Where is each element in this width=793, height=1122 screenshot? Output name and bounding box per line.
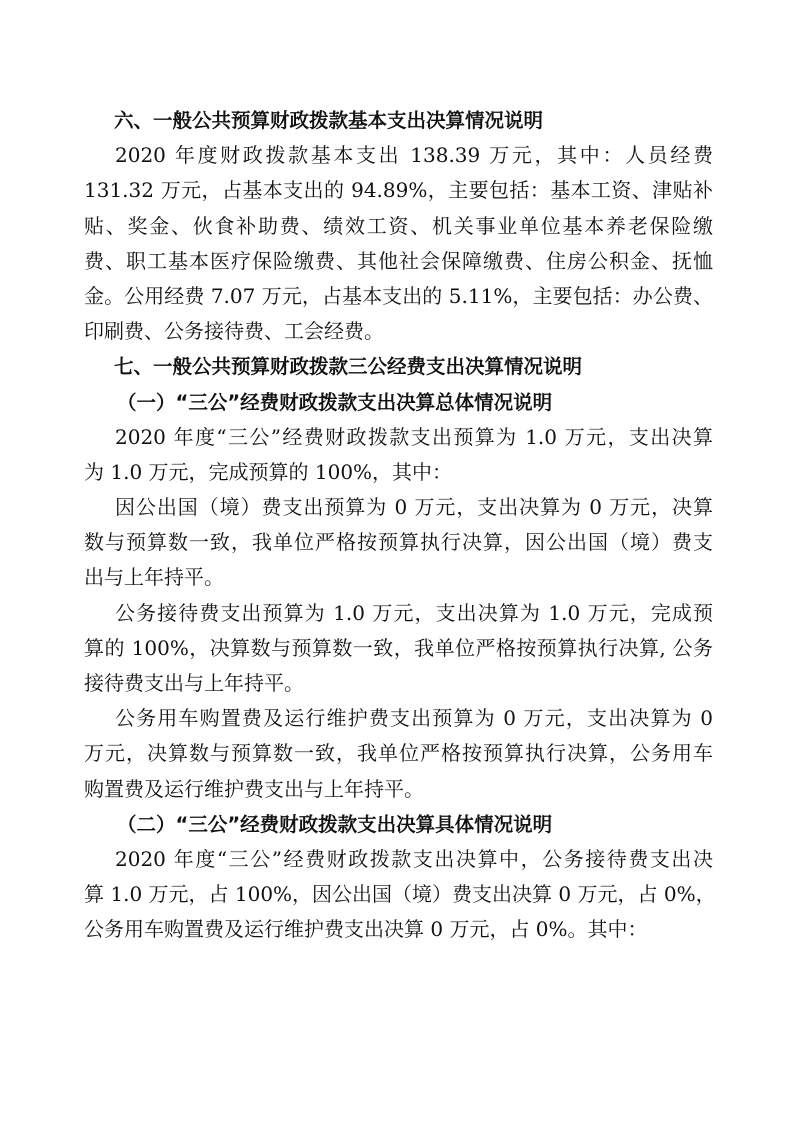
text-line: 七、一般公共预算财政拨款三公经费支出决算情况说明 [114, 355, 583, 379]
paragraph [84, 701, 713, 807]
text-line: 为 1.0 万元，完成预算的 100%，其中： [84, 459, 453, 484]
subsection-heading [84, 807, 713, 842]
text-line: 公务用车购置费及运行维护费支出决算 0 万元，占 0%。其中： [84, 917, 648, 942]
text-line: 2020 年度“三公”经费财政拨款支出决算中，公务接待费支出决 [115, 846, 713, 871]
text-line: 数与预算数一致，我单位严格按预算执行决算，因公出国（境）费支 [84, 530, 713, 555]
text-line: 131.32 万元，占基本支出的 94.89%，主要包括：基本工资、津贴补 [84, 178, 713, 203]
text-line: 算的 100%，决算数与预算数一致，我单位严格按预算执行决算, 公务 [84, 635, 713, 660]
text-line: 公务用车购置费及运行维护费支出预算为 0 万元，支出决算为 0 [115, 706, 713, 731]
text-line: 购置费及运行维护费支出与上年持平。 [84, 776, 424, 801]
paragraph [84, 596, 713, 702]
text-line: （一）“三公”经费财政拨款支出决算总体情况说明 [117, 390, 553, 414]
text-line: 六、一般公共预算财政拨款基本支出决算情况说明 [114, 109, 544, 132]
text-line: 因公出国（境）费支出预算为 0 万元，支出决算为 0 万元，决算 [115, 495, 713, 520]
text-line: 出与上年持平。 [84, 565, 224, 590]
paragraph [84, 490, 713, 596]
section-heading [84, 103, 713, 138]
text-line: 贴、奖金、伙食补助费、绩效工资、机关事业单位基本养老保险缴 [84, 213, 713, 238]
text-line: 印刷费、公务接待费、工会经费。 [84, 319, 384, 344]
text-line: 算 1.0 万元，占 100%，因公出国（境）费支出决算 0 万元，占 0%， [84, 882, 716, 907]
text-line: （二）“三公”经费财政拨款支出决算具体情况说明 [117, 812, 553, 836]
paragraph [84, 138, 713, 349]
text-line: 接待费支出与上年持平。 [84, 671, 304, 695]
text-line: 费、职工基本医疗保险缴费、其他社会保障缴费、住房公积金、抚恤 [84, 248, 713, 273]
paragraph [84, 420, 713, 490]
document-page [84, 103, 716, 948]
text-line: 金。公用经费 7.07 万元，占基本支出的 5.11%，主要包括：办公费、 [84, 283, 713, 308]
text-line: 公务接待费支出预算为 1.0 万元，支出决算为 1.0 万元，完成预 [115, 600, 713, 625]
text-line: 万元，决算数与预算数一致，我单位严格按预算执行决算，公务用车 [84, 741, 713, 766]
paragraph [84, 842, 716, 948]
section-heading [84, 349, 713, 384]
text-line: 2020 年度财政拨款基本支出 138.39 万元，其中：人员经费 [115, 143, 713, 168]
text-line: 2020 年度“三公”经费财政拨款支出预算为 1.0 万元，支出决算 [115, 424, 713, 449]
subsection-heading [84, 385, 713, 420]
